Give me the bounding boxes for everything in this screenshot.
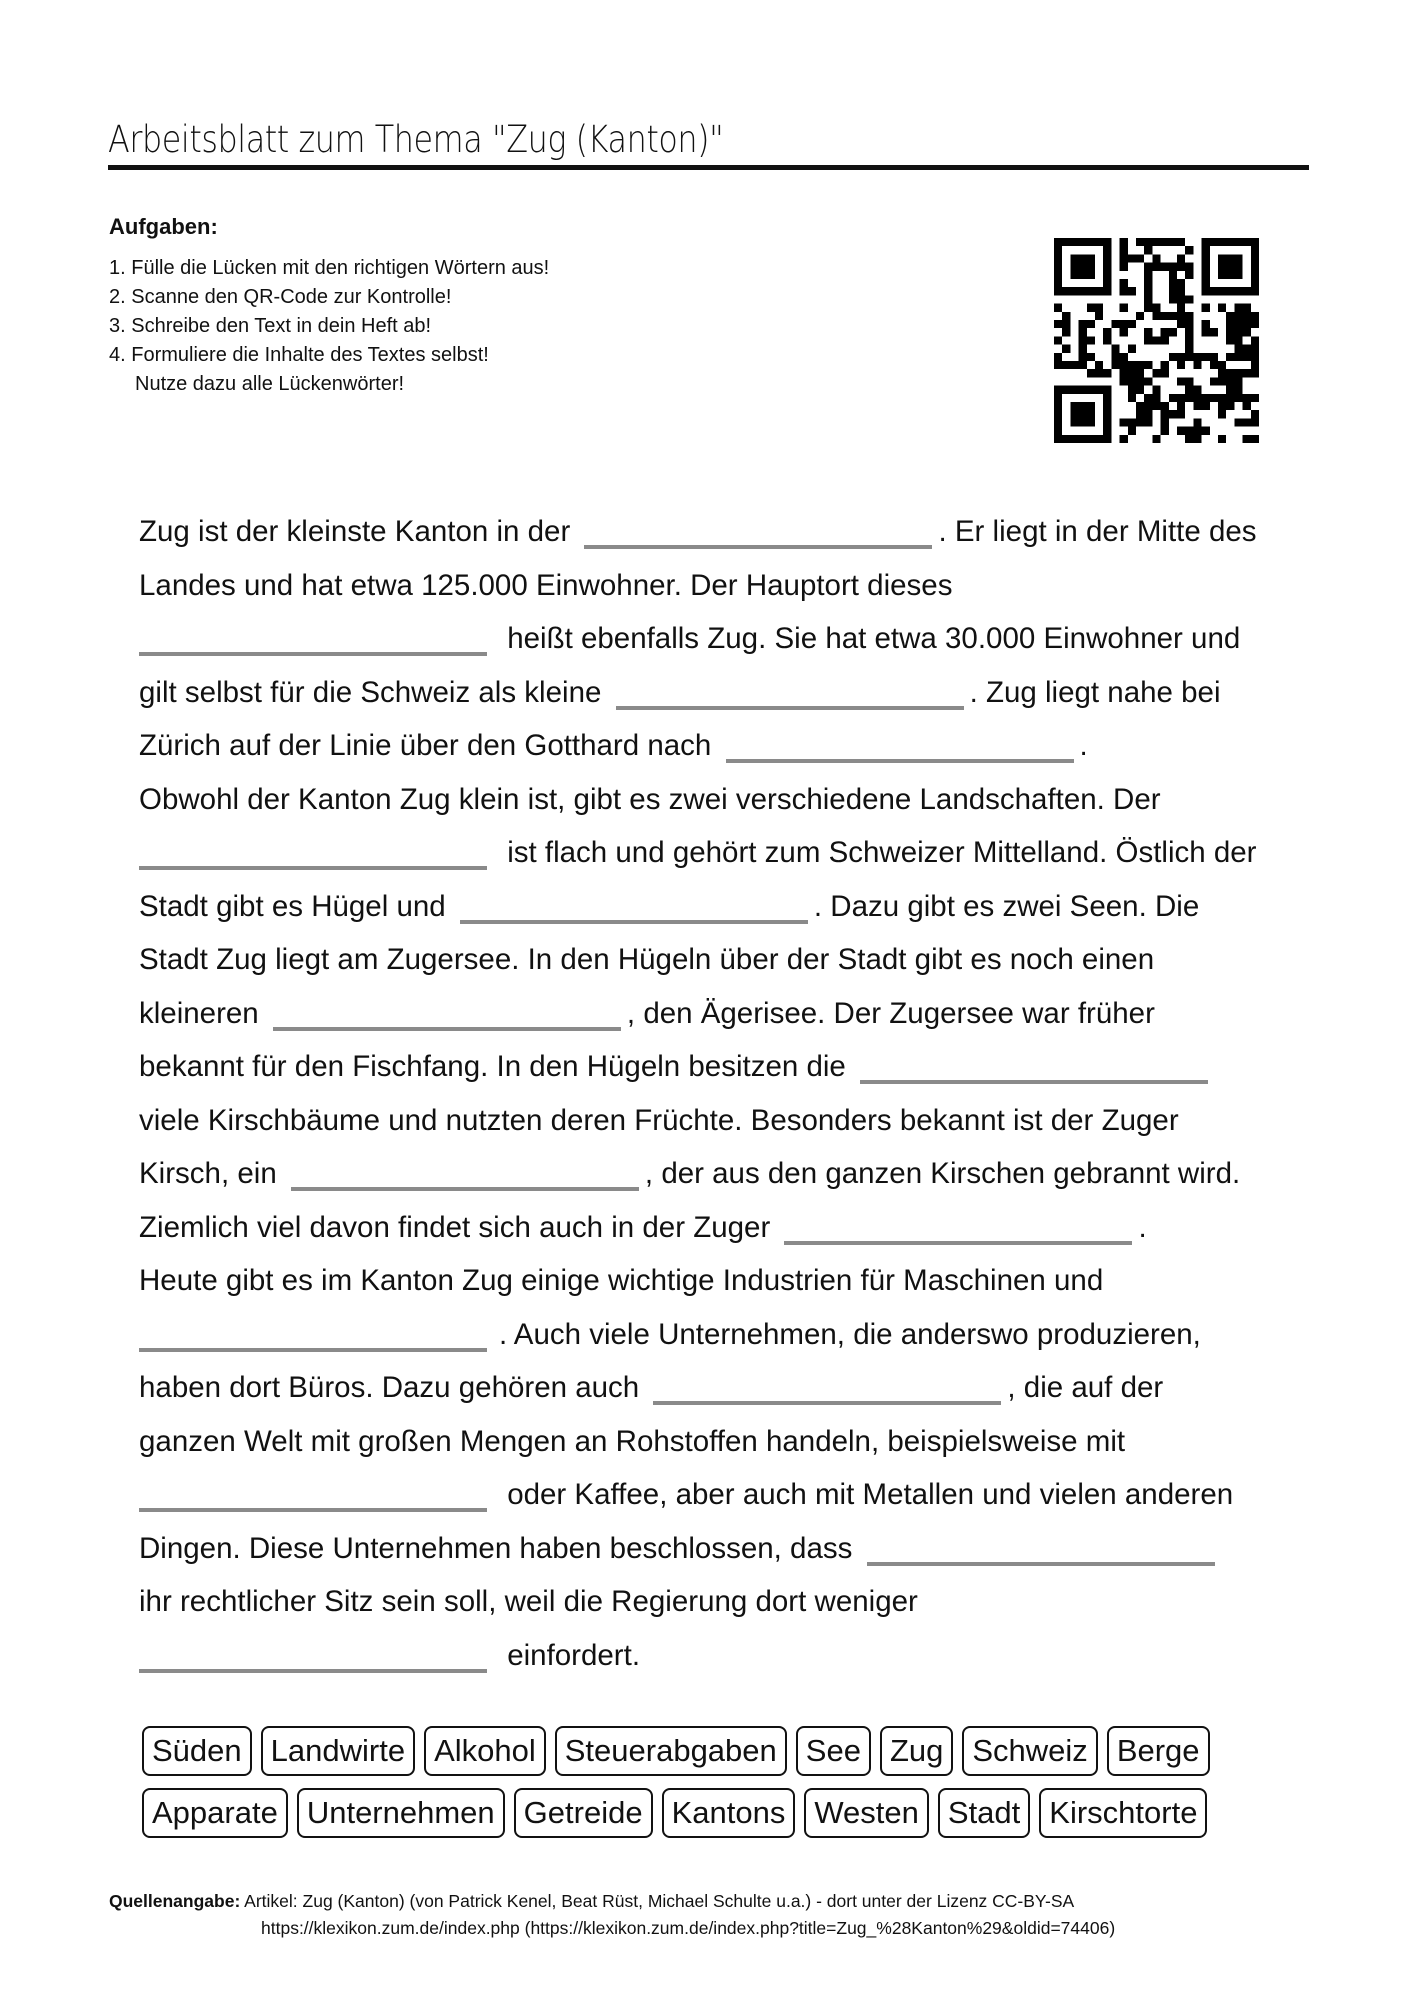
word-bank-row: [142, 1726, 1292, 1776]
task-item: 3. Schreibe den Text in dein Heft ab!: [109, 315, 432, 337]
word-card[interactable]: Westen: [804, 1788, 929, 1838]
text-line: [139, 933, 1289, 987]
text-segment: ihr rechtlicher Sitz sein soll, weil die Regierung dort weniger: [139, 1585, 918, 1618]
text-line: [139, 987, 1289, 1041]
text-line: [139, 1629, 1289, 1683]
blank-field[interactable]: [139, 620, 487, 656]
blank-field[interactable]: [726, 727, 1074, 763]
word-card[interactable]: Apparate: [142, 1788, 288, 1838]
word-card[interactable]: Getreide: [514, 1788, 653, 1838]
text-segment: bekannt für den Fischfang. In den Hügeln besitzen die: [139, 1050, 855, 1083]
page-title: Arbeitsblatt zum Thema "Zug (Kanton)": [108, 118, 724, 161]
blank-field[interactable]: [460, 888, 808, 924]
text-segment: Landes und hat etwa 125.000 Einwohner. Der Hauptort dieses: [139, 568, 953, 602]
blank-field[interactable]: [867, 1530, 1215, 1566]
word-card[interactable]: Stadt: [938, 1788, 1030, 1838]
text-segment: ist flach und gehört zum Schweizer Mittelland. Östlich der: [499, 836, 1257, 869]
task-item: 2. Scanne den QR-Code zur Kontrolle!: [109, 286, 452, 308]
word-card[interactable]: See: [796, 1726, 871, 1776]
text-line: [139, 612, 1289, 666]
text-segment: Stadt gibt es Hügel und: [139, 889, 454, 923]
word-bank-row: [142, 1788, 1292, 1838]
word-card[interactable]: Landwirte: [261, 1726, 415, 1776]
task-item: 4. Formuliere die Inhalte des Textes selbst!: [109, 344, 489, 366]
text-segment: heißt ebenfalls Zug. Sie hat etwa 30.000 Einwohner und: [499, 622, 1241, 655]
text-line: [139, 1254, 1289, 1308]
text-line: [139, 1415, 1289, 1469]
text-segment: .: [1079, 729, 1088, 762]
word-card[interactable]: Kirschtorte: [1039, 1788, 1207, 1838]
qr-code-icon[interactable]: [1054, 238, 1259, 443]
text-segment: . Er liegt in der Mitte des: [938, 515, 1257, 548]
source-label: Quellenangabe:: [109, 1891, 241, 1911]
text-line: [139, 719, 1289, 773]
text-segment: Stadt Zug liegt am Zugersee. In den Hügeln über der Stadt gibt es noch einen: [139, 943, 1155, 976]
text-segment: .: [1138, 1210, 1147, 1244]
cloze-text: [139, 505, 1289, 1682]
blank-field[interactable]: [139, 834, 487, 870]
text-line: [139, 1468, 1289, 1522]
text-line: [139, 1147, 1289, 1201]
text-line: [139, 773, 1289, 827]
word-bank: [142, 1726, 1292, 1850]
text-line: [139, 1575, 1289, 1629]
text-segment: ganzen Welt mit großen Mengen an Rohstoffen handeln, beispielsweise mit: [139, 1424, 1126, 1458]
blank-field[interactable]: [139, 1476, 487, 1512]
text-line: [139, 1094, 1289, 1148]
source-text: Artikel: Zug (Kanton) (von Patrick Kenel, Beat Rüst, Michael Schulte u.a.) - dort unter der Lizenz CC-BY-SA: [240, 1891, 1075, 1911]
source-url[interactable]: https://klexikon.zum.de/index.php (https://klexikon.zum.de/index.php?title=Zug_%28Kanton%29&oldid=74406): [261, 1918, 1116, 1938]
blank-field[interactable]: [584, 513, 932, 549]
word-card[interactable]: Berge: [1107, 1726, 1210, 1776]
task-list: [109, 254, 549, 399]
word-card[interactable]: Steuerabgaben: [555, 1726, 787, 1776]
text-segment: haben dort Büros. Dazu gehören auch: [139, 1371, 648, 1404]
text-line: [139, 559, 1289, 613]
task-item: Nutze dazu alle Lückenwörter!: [135, 373, 405, 395]
word-card[interactable]: Zug: [880, 1726, 953, 1776]
text-segment: Zug ist der kleinste Kanton in der: [139, 515, 579, 548]
blank-field[interactable]: [139, 1316, 487, 1352]
text-segment: oder Kaffee, aber auch mit Metallen und vielen anderen: [499, 1478, 1234, 1511]
blank-field[interactable]: [616, 674, 964, 710]
text-segment: kleineren: [139, 996, 267, 1030]
text-line: [139, 1201, 1289, 1255]
text-line: [139, 1361, 1289, 1415]
text-segment: . Zug liegt nahe bei: [969, 675, 1221, 709]
title-divider: [108, 165, 1309, 170]
blank-field[interactable]: [860, 1048, 1208, 1084]
text-line: [139, 1522, 1289, 1576]
word-card[interactable]: Alkohol: [424, 1726, 546, 1776]
text-segment: , die auf der: [1007, 1371, 1164, 1404]
word-card[interactable]: Süden: [142, 1726, 252, 1776]
blank-field[interactable]: [273, 995, 621, 1031]
blank-field[interactable]: [291, 1155, 639, 1191]
text-segment: gilt selbst für die Schweiz als kleine: [139, 675, 610, 709]
tasks-heading: Aufgaben:: [109, 214, 218, 239]
text-line: [139, 880, 1289, 934]
text-segment: . Dazu gibt es zwei Seen. Die: [813, 889, 1200, 923]
text-segment: . Auch viele Unternehmen, die anderswo produzieren,: [499, 1317, 1201, 1351]
text-segment: , den Ägerisee. Der Zugersee war früher: [626, 996, 1155, 1030]
blank-field[interactable]: [784, 1209, 1132, 1245]
text-segment: Obwohl der Kanton Zug klein ist, gibt es zwei verschiedene Landschaften. Der: [139, 782, 1161, 816]
blank-field[interactable]: [653, 1369, 1001, 1405]
word-card[interactable]: Unternehmen: [297, 1788, 505, 1838]
text-segment: einfordert.: [499, 1638, 641, 1672]
word-card[interactable]: Kantons: [662, 1788, 796, 1838]
text-line: [139, 1308, 1289, 1362]
text-line: [139, 1040, 1289, 1094]
text-segment: Ziemlich viel davon findet sich auch in der Zuger: [139, 1210, 779, 1244]
text-line: [139, 826, 1289, 880]
text-segment: Dingen. Diese Unternehmen haben beschlossen, dass: [139, 1531, 861, 1565]
text-segment: Heute gibt es im Kanton Zug einige wichtige Industrien für Maschinen und: [139, 1264, 1104, 1297]
text-segment: Kirsch, ein: [139, 1157, 285, 1190]
text-line: [139, 666, 1289, 720]
blank-field[interactable]: [139, 1637, 487, 1673]
word-card[interactable]: Schweiz: [962, 1726, 1097, 1776]
text-line: [139, 505, 1289, 559]
text-segment: viele Kirschbäume und nutzten deren Früchte. Besonders bekannt ist der Zuger: [139, 1103, 1179, 1137]
source-citation: [109, 1888, 1115, 1942]
text-segment: Zürich auf der Linie über den Gotthard nach: [139, 729, 720, 762]
task-item: 1. Fülle die Lücken mit den richtigen Wörtern aus!: [109, 257, 550, 279]
text-segment: , der aus den ganzen Kirschen gebrannt wird.: [644, 1157, 1241, 1190]
